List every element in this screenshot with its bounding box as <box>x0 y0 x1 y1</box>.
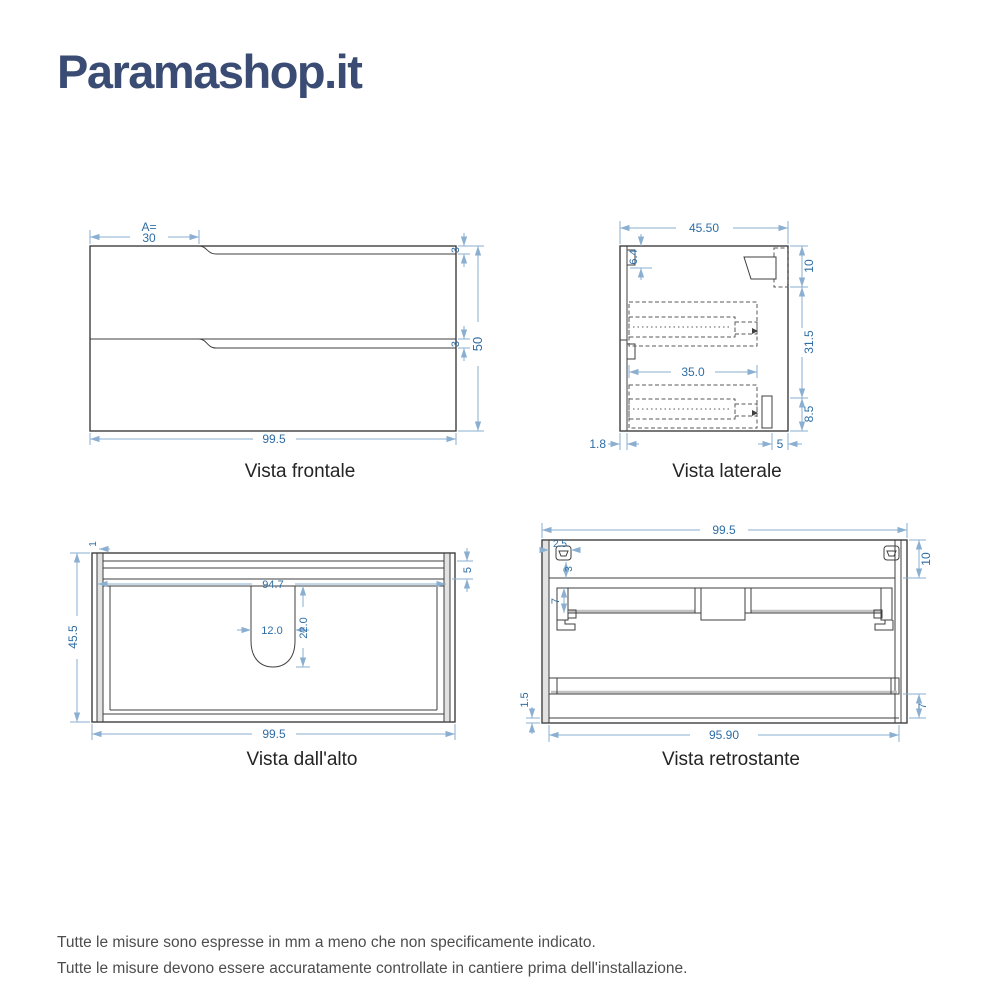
dim-front-height: 50 <box>470 336 485 352</box>
note-line-1: Tutte le misure sono espresse in mm a meno che non specificamente indicato. <box>57 934 596 951</box>
dim-side-back-offset: 5 <box>776 437 784 451</box>
dim-side-groove-depth: 6.4 <box>628 249 640 265</box>
dim-top-front-lip: 1 <box>88 541 99 547</box>
dim-rear-width: 99.5 <box>712 523 736 537</box>
dim-top-depth: 45.5 <box>66 625 80 649</box>
dim-side-depth: 45.50 <box>688 221 720 235</box>
dim-rear-top-rail: 10 <box>919 552 933 566</box>
dim-front-groove-top: 3 <box>450 246 462 254</box>
dim-top-width: 99.5 <box>262 727 286 741</box>
rear-view-title: Vista retrostante <box>661 749 800 770</box>
dim-side-bottom-height: 8.5 <box>802 405 816 423</box>
front-view-title: Vista frontale <box>244 461 356 482</box>
dim-top-back-rail: 5 <box>462 566 474 574</box>
dim-side-top-rail: 10 <box>802 259 816 273</box>
dim-side-mid-height: 31.5 <box>802 330 816 354</box>
dim-top-cutout-depth: 22.0 <box>298 617 310 639</box>
dim-top-inner-width: 94.7 <box>262 579 284 591</box>
dim-rear-bottom-gap: 7 <box>917 702 929 710</box>
dim-front-groove-mid: 3 <box>450 340 462 348</box>
measurement-notes <box>57 930 687 982</box>
dim-side-drawer-depth: 35.0 <box>681 365 705 379</box>
dim-rear-rail-height: 7 <box>550 597 562 605</box>
rear-view-drawing <box>519 523 933 742</box>
dim-rear-inner-width: 95.90 <box>708 728 740 742</box>
front-view-drawing <box>90 220 485 446</box>
dim-rear-bracket-offset: 2.5 <box>553 539 567 550</box>
dim-front-a-label: A= <box>141 220 157 234</box>
brand-logo: Paramashop.it <box>57 45 362 98</box>
top-view-drawing <box>66 541 474 741</box>
dim-rear-bottom-thickness: 1.5 <box>519 692 531 708</box>
top-view-title: Vista dall'alto <box>246 749 358 770</box>
dim-front-width: 99.5 <box>262 432 286 446</box>
dim-front-a-value: 30 <box>142 231 156 245</box>
dim-top-cutout-width: 12.0 <box>261 625 283 637</box>
dim-rear-bracket-height: 3 <box>564 566 575 572</box>
note-line-2: Tutte le misure devono essere accuratamente controllate in cantiere prima dell'installazione. <box>57 960 688 977</box>
side-view-drawing <box>589 221 816 451</box>
side-view-title: Vista laterale <box>672 461 782 482</box>
dim-side-front-thickness: 1.8 <box>589 437 606 451</box>
